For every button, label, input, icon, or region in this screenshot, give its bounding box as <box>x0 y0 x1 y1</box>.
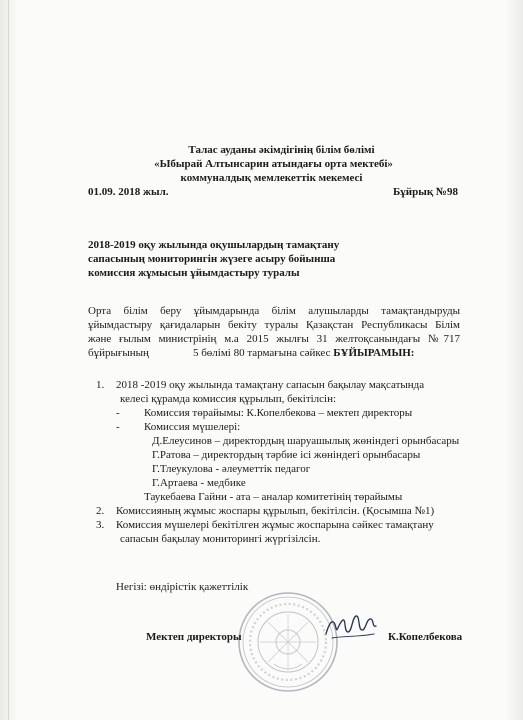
subject-line: комиссия жұмысын ұйымдастыру туралы <box>88 267 300 279</box>
order-keyword: БҰЙЫРАМЫН: <box>333 347 415 359</box>
preamble-line: Орта білім беру ұйымдарында білім алушыларды тамақтандыруды <box>88 305 460 317</box>
preamble-paragraph <box>88 304 460 360</box>
order-items <box>96 378 476 546</box>
item-text: 2018 -2019 оқу жылында тамақтану сапасын бақылау мақсатында <box>116 379 425 391</box>
dash-marker: - <box>116 421 120 433</box>
preamble-line: ұйымдастыру қағидаларын бекіту туралы Қазақстан Республикасы Білім <box>88 319 460 331</box>
item-number: 2. <box>96 505 105 517</box>
list-item <box>96 504 476 518</box>
member-line: Д.Елеусинов – директордың шаруашылық жөніндегі орынбасары <box>152 435 460 447</box>
order-subject <box>88 238 428 280</box>
basis-note: Негізі: өндірістік қажеттілік <box>116 581 249 593</box>
item-text: Комиссияның жұмыс жоспары құрылып, бекітілсін. (Қосымша №1) <box>116 505 435 517</box>
preamble-line: және ғылым министрінің м.а 2015 жылғы 31 желтоқсанындағы №717 <box>88 333 460 345</box>
item-text-continued: келесі құрамда комиссия құрылып, бекітілсін: <box>120 393 337 405</box>
item-number: 3. <box>96 519 105 531</box>
preamble-line <box>88 346 460 360</box>
item-number: 1. <box>96 379 105 391</box>
preamble-text: бұйрығының <box>88 347 149 359</box>
list-item <box>96 518 476 532</box>
signatory-name: К.Копелбекова <box>388 631 463 643</box>
member-line: Г.Тлеукулова - әлеуметтік педагог <box>152 463 311 475</box>
item-text-continued: сапасын бақылау мониторингі жүргізілсін. <box>120 533 321 545</box>
chair-text: Комиссия төрайымы: К.Копелбекова – мектеп директоры <box>144 407 413 419</box>
signatory-title: Мектеп директоры <box>146 631 242 643</box>
dash-marker: - <box>116 407 120 419</box>
member-line: Г.Артаева - медбике <box>152 477 246 489</box>
sub-item-members <box>96 420 476 434</box>
member-line: Таукебаева Гайни - ата – аналар комитетінің төрайымы <box>144 491 403 503</box>
paper-edge <box>8 0 9 720</box>
order-number: Бұйрық №98 <box>393 186 458 198</box>
subject-line: сапасының мониторингін жүзеге асыру бойынша <box>88 253 336 265</box>
date-order-line <box>88 186 458 198</box>
preamble-text: 5 бөлімі 80 тармағына сәйкес <box>192 347 331 359</box>
header-department: Талас ауданы әкімдігінің білім бөлімі <box>188 144 375 156</box>
sub-item-chair <box>96 406 476 420</box>
handwritten-signature <box>322 610 380 646</box>
member-line: Г.Ратова – директордың тәрбие ісі жөніндегі орынбасары <box>152 449 421 461</box>
list-item <box>96 378 476 392</box>
order-date: 01.09. 2018 жыл. <box>88 186 169 198</box>
item-text: Комиссия мүшелері бекітілген жұмыс жоспарына сәйкес тамақтану <box>116 519 434 531</box>
members-label: Комиссия мүшелері: <box>144 421 241 433</box>
header-institution-type: коммуналдық мемлекеттік мекемесі <box>180 172 363 184</box>
header-school-name: «Ыбырай Алтынсарин атындағы орта мектебі» <box>154 158 393 170</box>
subject-line: 2018-2019 оқу жылында оқушылардың тамақтану <box>88 239 340 251</box>
